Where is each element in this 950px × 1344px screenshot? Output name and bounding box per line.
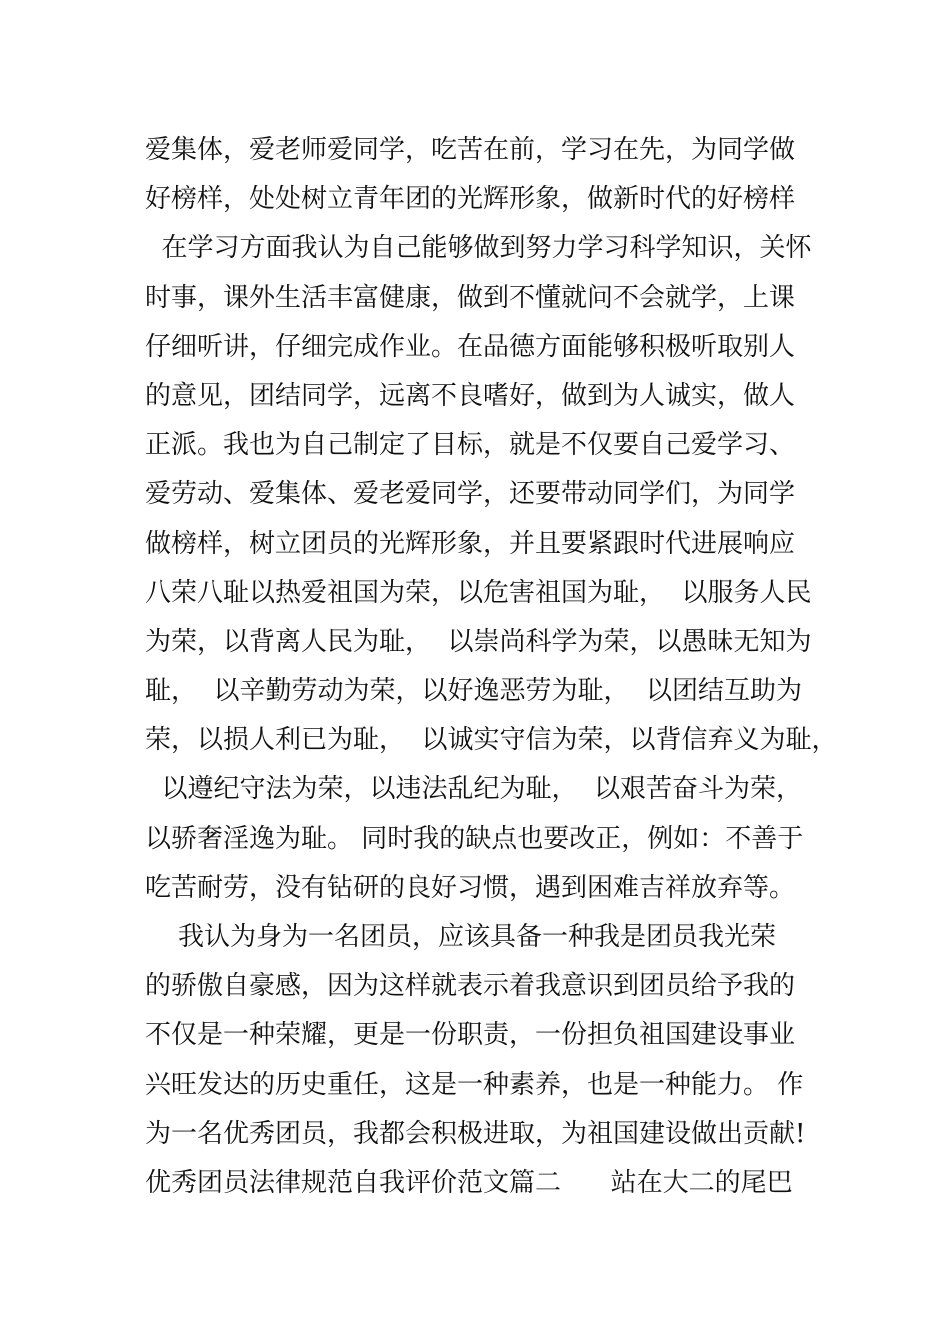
text-line: 为荣，以背离人民为耻， 以崇尚科学为荣，以愚昧无知为 [145, 626, 812, 657]
text-line: 正派。我也为自己制定了目标，就是不仅要自己爱学习、 [145, 430, 796, 461]
text-line: 以遵纪守法为荣，以违法乱纪为耻， 以艰苦奋斗为荣， [145, 774, 803, 805]
text-line: 兴旺发达的历史重任，这是一种素养，也是一种能力。 作 [145, 1069, 804, 1100]
text-line: 吃苦耐劳，没有钻研的良好习惯，遇到困难吉祥放弃等。 [145, 872, 796, 903]
text-line: 爱劳动、爱集体、爱老爱同学，还要带动同学们，为同学 [145, 479, 796, 510]
text-line: 爱集体，爱老师爱同学，吃苦在前，学习在先，为同学做 [145, 135, 796, 165]
text-line: 八荣八耻以热爱祖国为荣，以危害祖国为耻， 以服务人民 [145, 577, 812, 608]
text-line: 在学习方面我认为自己能够做到努力学习科学知识，关怀 [145, 233, 812, 264]
text-line: 做榜样，树立团员的光辉形象，并且要紧跟时代进展响应 [145, 528, 796, 559]
text-line: 以骄奢淫逸为耻。 同时我的缺点也要改正，例如：不善于 [145, 823, 804, 854]
document-body [145, 126, 845, 1208]
text-line: 的意见，团结同学，远离不良嗜好，做到为人诚实，做人 [145, 380, 796, 411]
text-line: 不仅是一种荣耀，更是一份职责，一份担负祖国建设事业 [145, 1020, 796, 1051]
text-line: 荣，以损人利已为耻， 以诚实守信为荣，以背信弃义为耻， [145, 725, 838, 756]
text-line: 仔细听讲，仔细完成作业。在品德方面能够积极听取别人 [145, 331, 796, 362]
text-line: 优秀团员法律规范自我评价范文篇二 站在大二的尾巴 [145, 1167, 793, 1198]
text-line: 我认为身为一名团员，应该具备一种我是团员我光荣 [145, 922, 777, 952]
text-line: 耻， 以辛勤劳动为荣，以好逸恶劳为耻， 以团结互助为 [145, 676, 803, 707]
text-line: 为一名优秀团员，我都会积极进取，为祖国建设做出贡献! [145, 1118, 806, 1149]
text-line: 的骄傲自豪感，因为这样就表示着我意识到团员给予我的 [145, 971, 796, 1002]
text-line: 好榜样，处处树立青年团的光辉形象，做新时代的好榜样 [145, 184, 796, 215]
text-line: 时事，课外生活丰富健康，做到不懂就问不会就学，上课 [145, 282, 796, 313]
